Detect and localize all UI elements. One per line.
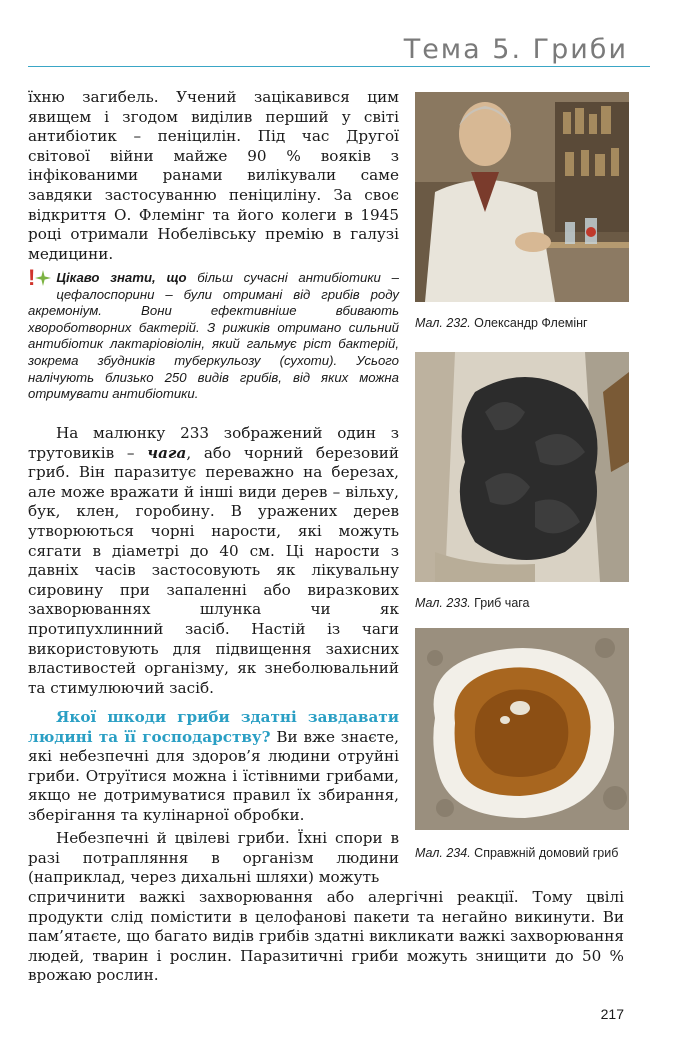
figure-fleming-image (415, 92, 629, 302)
topic-header: Тема 5. Гриби (403, 34, 628, 65)
chaga-intro: На малюнку 233 зображений один з трутовиків – (28, 424, 399, 462)
harm-text: Ви вже знаєте, які небезпечні для здоров’я людини отруйні гриби. Отруїтися можна і їстівними грибами, якщо не дотримуватися правил їх збирання, зберігання та кулінарної обробки. (28, 727, 399, 824)
caption-text: Гриб чага (470, 596, 530, 610)
chaga-term: чага (147, 443, 187, 462)
caption-label: Мал. 233. (415, 596, 471, 610)
exclamation-icon: ! (28, 265, 36, 290)
paragraph-mold-end: спричинити важкі захворювання або алергічні реакції. Тому цвілі продукти слід помістити в целофанові пакети та негайно викинути. Ви пам’ятаєте, що багато видів грибів здатні викликати важкі захворювання людей, тварин і рослин. Паразитичні гриби можуть знищити до 50 % врожаю рослин. (28, 888, 624, 985)
paragraph-mold-start: Небезпечні й цвілеві гриби. Їхні спори в разі потрапляння в організм людини (наприклад, через дихальні шляхи) можуть (28, 829, 399, 887)
fact-marker (28, 265, 51, 290)
fact-lead: Цікаво знати, що (56, 270, 187, 285)
caption-label: Мал. 234. (415, 846, 471, 860)
caption-fig-232 (415, 316, 629, 331)
caption-text: Олександр Флемінг (470, 316, 588, 330)
star-icon (35, 270, 51, 286)
fact-text: більш сучасні антибіотики – цефалоспорини – були отримані від грибів роду акремоніум. Вони ефективніше вбивають хвороботворних бактерій. З рижиків отримано сильний антибіотик лактаріовіолін, який гальмує ріст бактерій, зокрема збудників туберкульозу (сухоти). Усього налічують близько 250 видів грибів, від яких можна отримувати антибіотики. (28, 270, 399, 402)
chaga-text: , або чорний березовий гриб. Він паразитує переважно на березах, але може вражати й інші види дерев – вільху, бук, клен, горобину. В уражених дерев утворюються чорні нарости, які можуть сягати в діаметрі до 40 см. Ці нарости з давніх часів застосовують як лікувальну сировину при запаленні або виразкових захворюваннях шлунка чи як протипухлинний засіб. Настій із чаги використовують для підвищення захисних властивостей організму, як знеболювальний та стимулюючий засіб. (28, 443, 399, 697)
paragraph-harm (28, 708, 399, 826)
figure-dry-rot-image (415, 628, 629, 830)
caption-fig-234 (415, 846, 629, 861)
caption-fig-233 (415, 596, 629, 611)
paragraph-chaga (28, 424, 399, 698)
did-you-know-box (28, 265, 399, 403)
section-question: Якої шкоди гриби здатні завдавати людині та її господарству? (28, 708, 399, 746)
figure-chaga-image (415, 352, 629, 582)
caption-text: Справжній домовий гриб (470, 846, 619, 860)
caption-label: Мал. 232. (415, 316, 471, 330)
page-number: 217 (600, 1006, 624, 1022)
paragraph-fleming: їхню загибель. Учений зацікавився цим явищем і згодом виділив перший у світі антибіотик – пеніцилін. Під час Другої світової війни майже 90 % вояків з інфікованими ранами вилікували саме завдяки застосуванню пеніциліну. За своє відкриття О. Флемінг та його колеги в 1945 році отримали Нобелівську премію в галузі медицини. (28, 88, 399, 263)
header-divider (28, 66, 650, 67)
